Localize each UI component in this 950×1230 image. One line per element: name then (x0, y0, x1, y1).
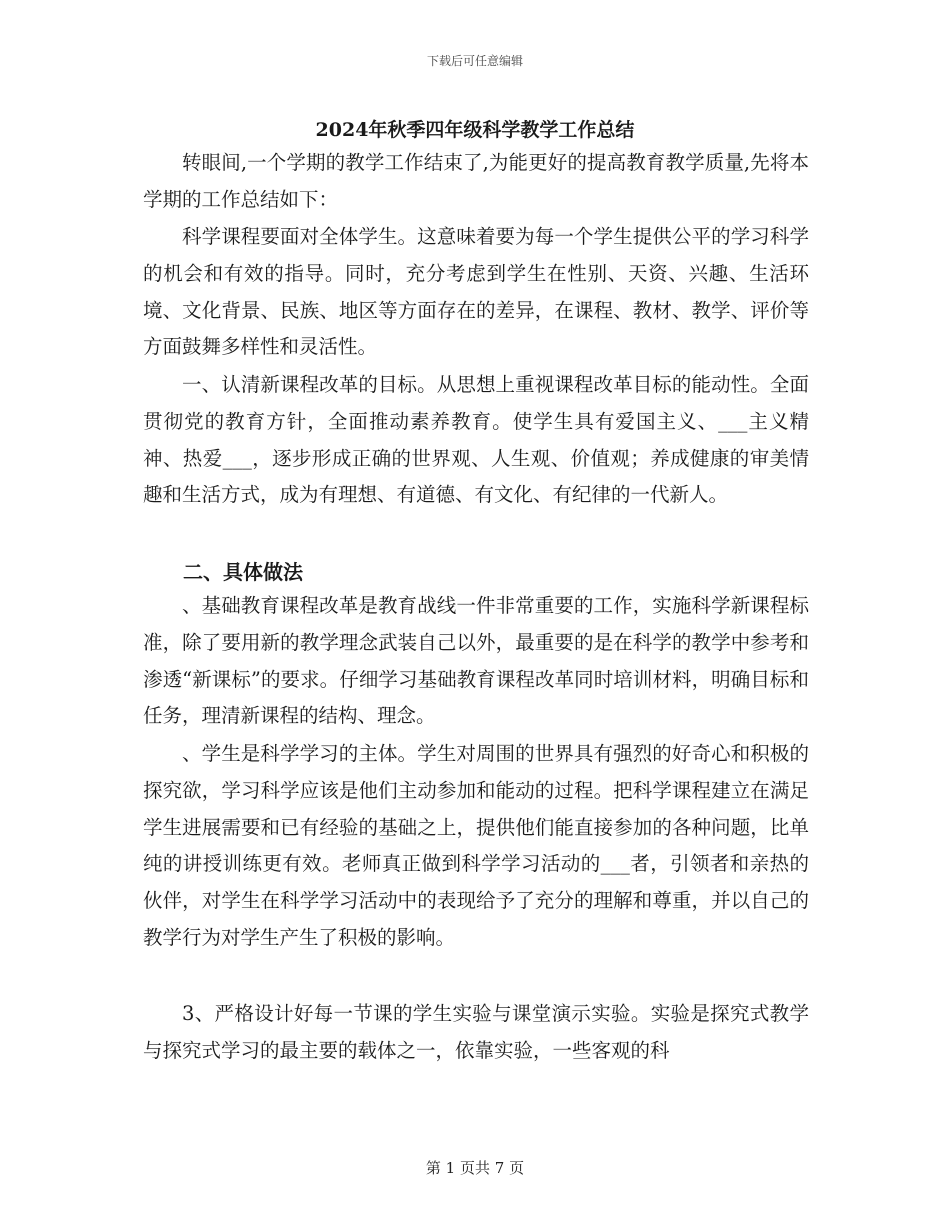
paragraph-intro: 转眼间,一个学期的教学工作结束了,为能更好的提高教育教学质量,先将本学期的工作总结如下： (143, 151, 809, 211)
paragraph-student-subject: 、学生是科学学习的主体。学生对周围的世界具有强烈的好奇心和积极的探究欲，学习科学应该是他们主动参加和能动的过程。把科学课程建立在满足学生进展需要和已有经验的基础之上，提供他们能直接参加的各种问题，比单纯的讲授训练更有效。老师真正做到科学学习活动的___者，引领者和亲热的伙伴，对学生在科学学习活动中的表现给予了充分的理解和尊重，并以自己的教学行为对学生产生了积极的影响。 (143, 742, 809, 949)
paragraph-goal: 一、认清新课程改革的目标。从思想上重视课程改革目标的能动性。全面贯彻党的教育方针，全面推动素养教育。使学生具有爱国主义、___主义精神、热爱___，逐步形成正确的世界观、人生观、价值观；养成健康的审美情趣和生活方式，成为有理想、有道德、有文化、有纪律的一代新人。 (143, 373, 809, 507)
page-footer: 第 1 页共 7 页 (425, 1159, 525, 1177)
paragraph-course: 科学课程要面对全体学生。这意味着要为每一个学生提供公平的学习科学的机会和有效的指导。同时，充分考虑到学生在性别、天资、兴趣、生活环境、文化背景、民族、地区等方面存在的差异，在课程、教材、教学、评价等方面鼓舞多样性和灵活性。 (143, 225, 809, 359)
document-title: 2024年秋季四年级科学教学工作总结 (315, 119, 635, 141)
page-header: 下载后可任意编辑 (426, 54, 523, 68)
paragraph-experiments: 3、严格设计好每一节课的学生实验与课堂演示实验。实验是探究式教学与探究式学习的最主要的载体之一，依靠实验，一些客观的科 (143, 1002, 809, 1062)
paragraph-reform: 、基础教育课程改革是教育战线一件非常重要的工作，实施科学新课程标准，除了要用新的教学理念武装自己以外，最重要的是在科学的教学中参考和渗透“新课标”的要求。仔细学习基础教育课程改革同时培训材料，明确目标和任务，理清新课程的结构、理念。 (143, 594, 809, 728)
section-heading-practice: 二、具体做法 (183, 560, 303, 584)
